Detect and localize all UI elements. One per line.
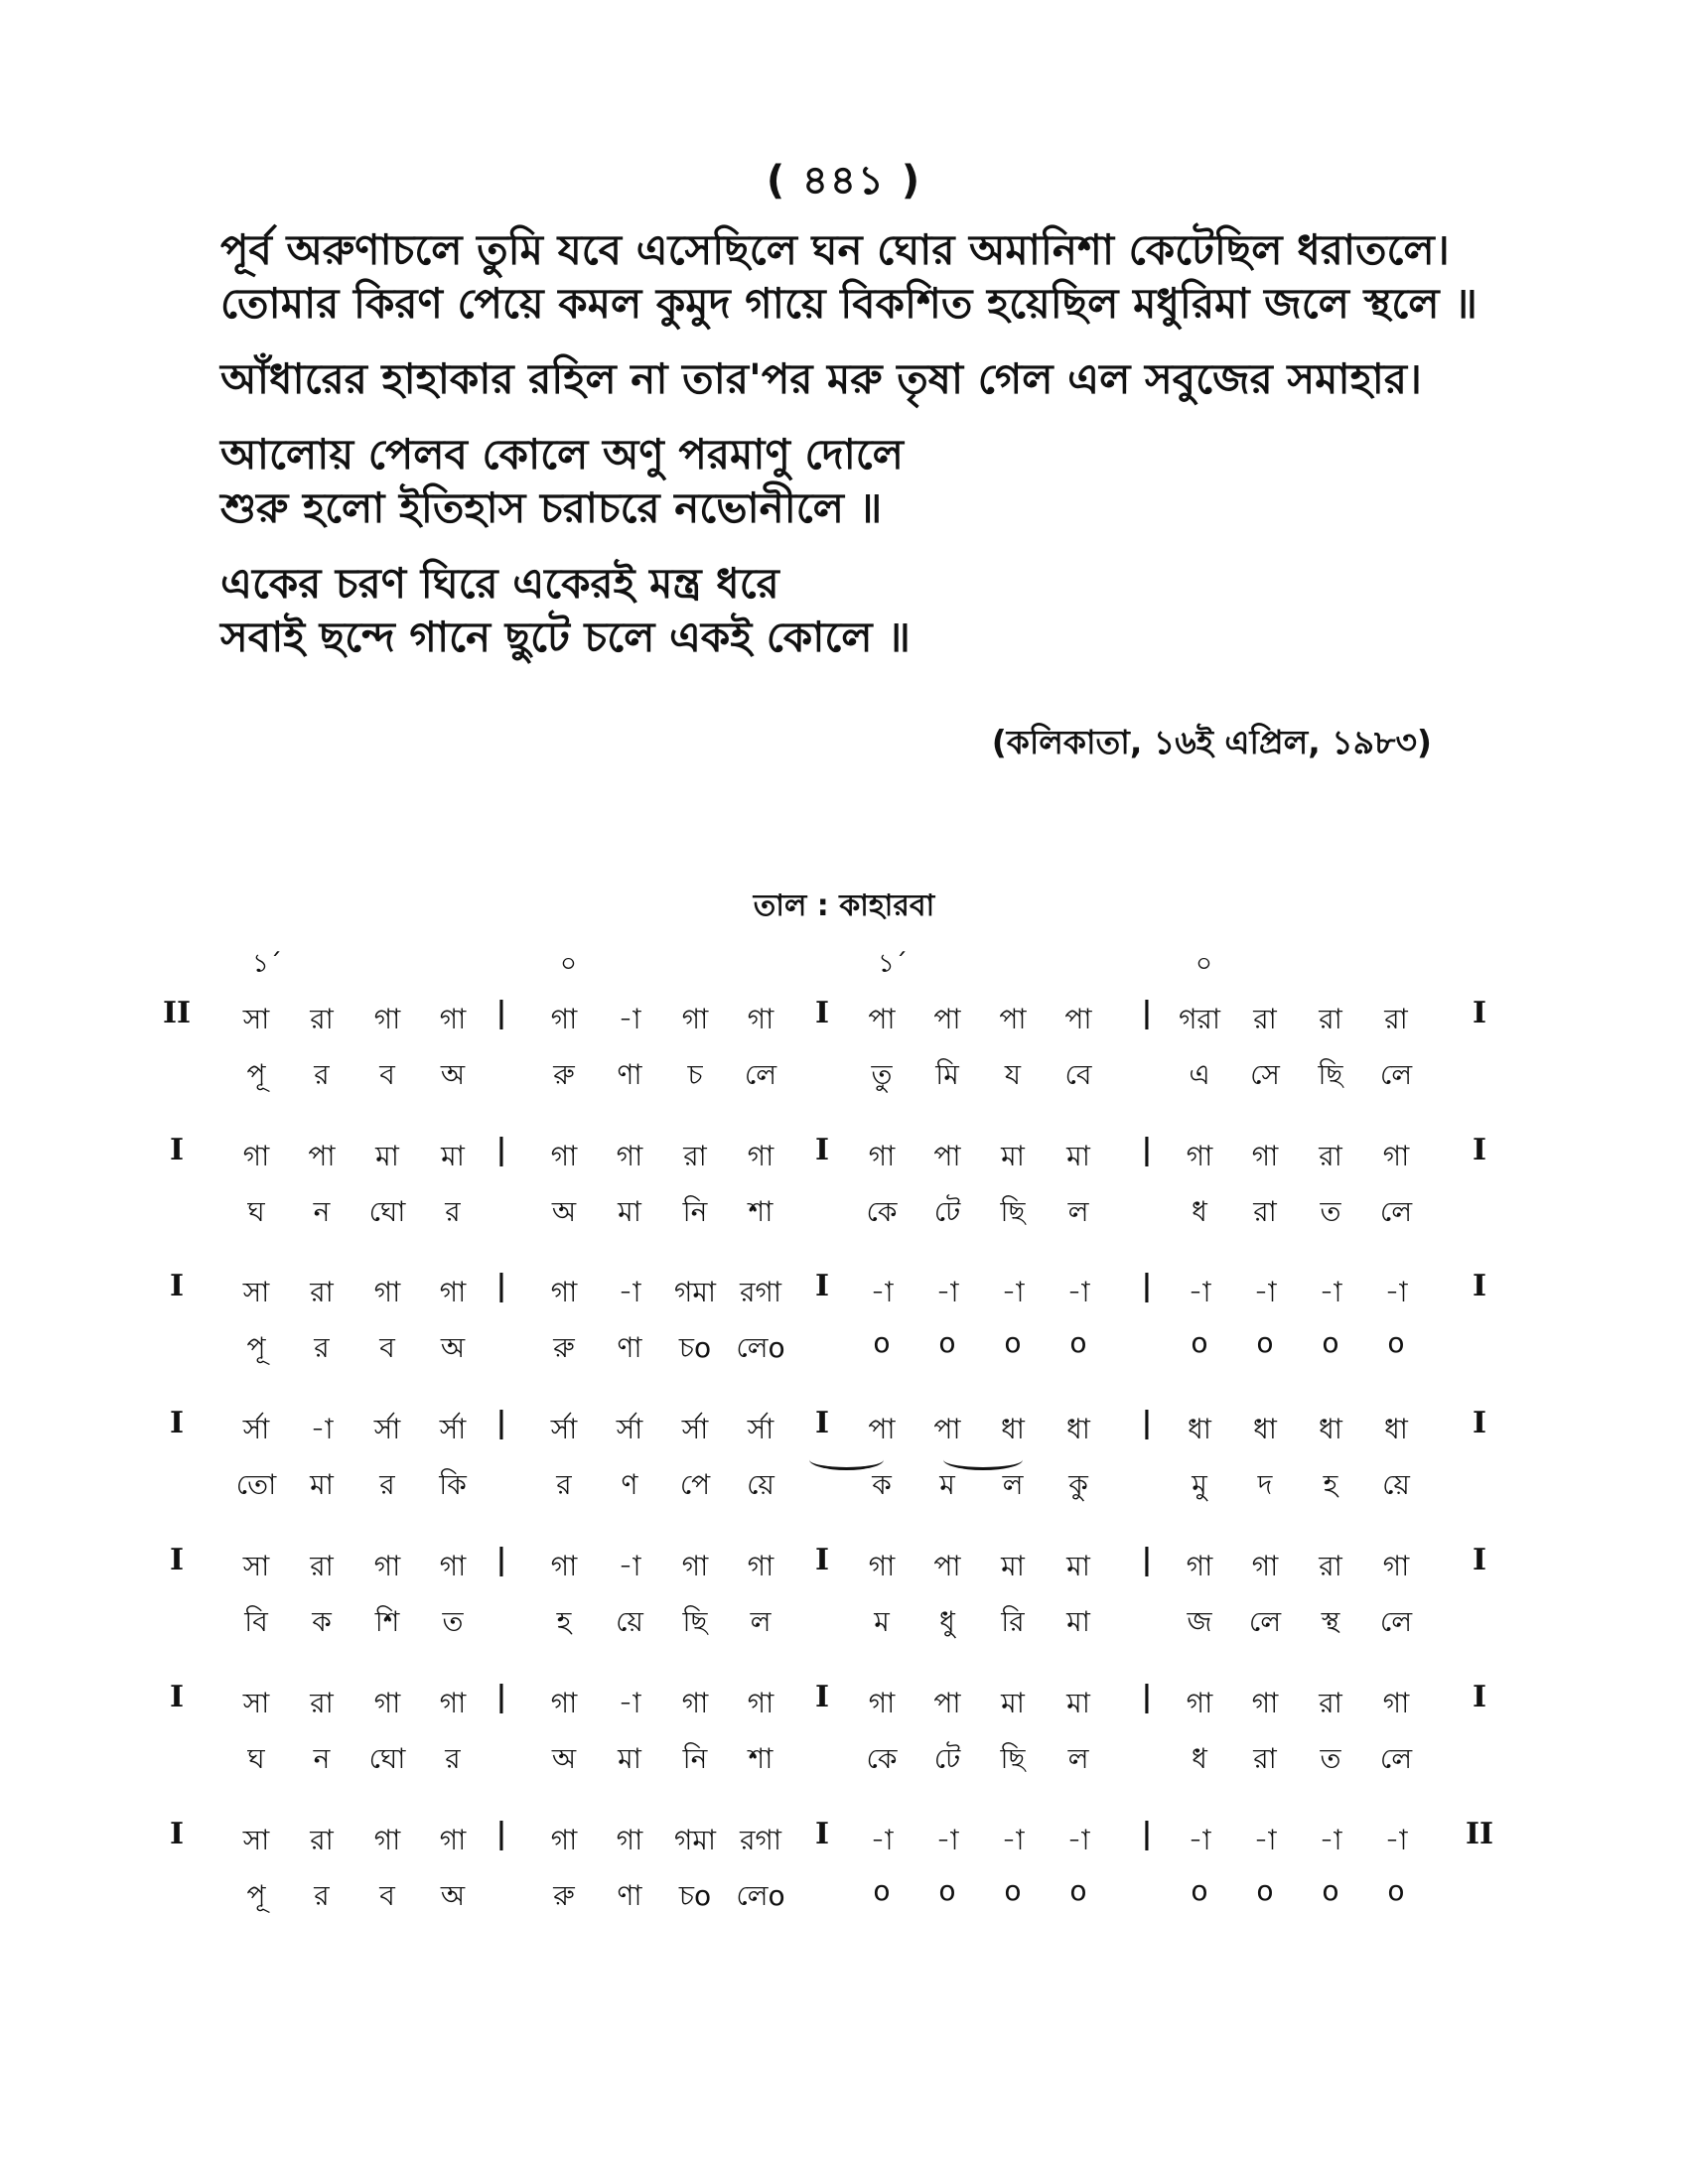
- lyric-syllable: র: [314, 1058, 330, 1091]
- beat-mark: ১´: [252, 949, 282, 979]
- bar-line: I: [1472, 1680, 1487, 1714]
- lyric-syllable: রু: [553, 1879, 575, 1912]
- lyric-syllable: o: [1322, 1874, 1339, 1907]
- swara-note: -া: [870, 1824, 894, 1856]
- lyric-syllable: র: [445, 1742, 461, 1775]
- beat-mark: ১´: [878, 949, 908, 979]
- swara-note: পা: [933, 1003, 961, 1035]
- lyric-syllable: নি: [682, 1742, 708, 1775]
- lyric-syllable: মা: [618, 1742, 641, 1775]
- lyric-syllable: ছি: [682, 1605, 708, 1638]
- lyric-syllable: লে: [1379, 1058, 1413, 1091]
- swara-note: রা: [310, 1550, 334, 1582]
- lyric-syllable: ক: [872, 1468, 892, 1501]
- swara-note: ধা: [1319, 1413, 1342, 1445]
- swara-note: গরা: [1179, 1003, 1220, 1035]
- lyric-syllable: o: [938, 1326, 956, 1359]
- swara-note: গা: [550, 1824, 578, 1856]
- bar-line: I: [814, 1817, 830, 1851]
- swara-note: -া: [618, 1687, 641, 1719]
- bar-line: |: [1141, 996, 1153, 1030]
- swara-note: সা: [242, 1276, 270, 1308]
- lyric-syllable: ম: [874, 1605, 890, 1638]
- lyric-syllable: ল: [750, 1605, 772, 1638]
- bar-line: II: [1465, 1817, 1494, 1851]
- lyric-syllable: o: [1191, 1874, 1208, 1907]
- bar-line: |: [1141, 1133, 1153, 1167]
- lyric-line: আঁধারের হাহাকার রহিল না তার'পর মরু তৃষা গেল এল সবুজের সমাহার।: [220, 354, 1422, 403]
- swara-note: -া: [1066, 1276, 1090, 1308]
- lyric-syllable: মা: [310, 1468, 334, 1501]
- lyric-syllable: বি: [244, 1605, 268, 1638]
- swara-note: -া: [1319, 1276, 1342, 1308]
- lyric-syllable: য: [1004, 1058, 1022, 1091]
- swara-note: ধা: [1384, 1413, 1408, 1445]
- swara-note: রা: [1384, 1003, 1408, 1035]
- lyric-syllable: ছি: [1000, 1742, 1026, 1775]
- bar-line: |: [495, 1269, 507, 1303]
- slur-mark: [943, 1449, 1023, 1470]
- swara-note: গা: [550, 1687, 578, 1719]
- lyric-syllable: রু: [553, 1331, 575, 1364]
- notation-row: [0, 1408, 1688, 1527]
- notation-row: [0, 1682, 1688, 1801]
- lyric-syllable: লে: [1379, 1605, 1413, 1638]
- swara-note: -া: [618, 1550, 641, 1582]
- swara-note: গা: [868, 1687, 896, 1719]
- lyric-syllable: রা: [1253, 1195, 1277, 1228]
- lyric-syllable: o: [1256, 1874, 1274, 1907]
- lyric-syllable: ব: [379, 1879, 395, 1912]
- bar-line: |: [495, 1133, 507, 1167]
- bar-line: I: [169, 1543, 185, 1577]
- swara-note: -া: [1188, 1824, 1211, 1856]
- bar-line: |: [1141, 1269, 1153, 1303]
- bar-line: I: [169, 1680, 185, 1714]
- bar-line: |: [495, 1543, 507, 1577]
- lyric-syllable: ধ: [1192, 1195, 1207, 1228]
- lyric-syllable: ণা: [617, 1879, 642, 1912]
- lyric-syllable: র: [445, 1195, 461, 1228]
- swara-note: গা: [681, 1687, 709, 1719]
- lyric-line: পূর্ব অরুণাচলে তুমি যবে এসেছিলে ঘন ঘোর অমানিশা কেটেছিল ধরাতলে।: [220, 225, 1450, 274]
- lyric-syllable: তো: [235, 1468, 277, 1501]
- bar-line: I: [1472, 996, 1487, 1030]
- swara-note: -া: [1188, 1276, 1211, 1308]
- lyric-syllable: o: [1191, 1326, 1208, 1359]
- swara-note: পা: [933, 1687, 961, 1719]
- swara-note: গা: [747, 1003, 774, 1035]
- lyric-syllable: ন: [313, 1742, 331, 1775]
- swara-note: গা: [373, 1824, 401, 1856]
- swara-note: মা: [1001, 1687, 1025, 1719]
- lyric-line: একের চরণ ঘিরে একেরই মন্ত্র ধরে: [220, 559, 779, 608]
- lyric-syllable: হ: [556, 1605, 572, 1638]
- bar-line: I: [814, 1680, 830, 1714]
- swara-note: পা: [868, 1003, 896, 1035]
- swara-note: রা: [683, 1140, 707, 1172]
- swara-note: গা: [1251, 1550, 1279, 1582]
- lyric-syllable: পূ: [246, 1058, 266, 1091]
- swara-note: সা: [242, 1550, 270, 1582]
- swara-note: গা: [747, 1687, 774, 1719]
- lyric-syllable: ছি: [1318, 1058, 1343, 1091]
- bar-line: |: [495, 1406, 507, 1440]
- lyric-syllable: ঘো: [368, 1195, 406, 1228]
- lyric-stanza: [220, 428, 1511, 535]
- lyric-syllable: র: [314, 1879, 330, 1912]
- lyric-syllable: ব: [379, 1058, 395, 1091]
- bar-line: I: [1472, 1543, 1487, 1577]
- swara-note: সা: [242, 1824, 270, 1856]
- lyric-syllable: ধু: [939, 1605, 955, 1638]
- bar-line: I: [169, 1406, 185, 1440]
- swara-note: গা: [1186, 1550, 1213, 1582]
- lyric-line: শুরু হলো ইতিহাস চরাচরে নভোনীলে ॥: [220, 483, 883, 532]
- swara-note: -া: [618, 1276, 641, 1308]
- lyric-syllable: ত: [1320, 1195, 1341, 1228]
- lyric-syllable: ন: [313, 1195, 331, 1228]
- bar-line: |: [495, 996, 507, 1030]
- swara-note: -া: [1319, 1824, 1342, 1856]
- beat-mark: ০: [560, 949, 577, 979]
- swara-note: রা: [310, 1687, 334, 1719]
- lyric-syllable: র: [314, 1331, 330, 1364]
- swara-note: গা: [1382, 1140, 1410, 1172]
- swara-note: রগা: [740, 1824, 781, 1856]
- lyrics-block: [220, 223, 1511, 686]
- swara-note: পা: [933, 1550, 961, 1582]
- bar-line: I: [1472, 1269, 1487, 1303]
- notation-row: [0, 1545, 1688, 1664]
- lyric-syllable: ক: [312, 1605, 332, 1638]
- lyric-syllable: লেo: [736, 1331, 785, 1364]
- swara-note: গা: [439, 1003, 467, 1035]
- swara-note: গমা: [673, 1824, 717, 1856]
- lyric-syllable: সে: [1250, 1058, 1280, 1091]
- lyric-syllable: তু: [871, 1058, 893, 1091]
- lyric-syllable: o: [873, 1326, 891, 1359]
- lyric-syllable: অ: [551, 1742, 577, 1775]
- swara-note: -া: [618, 1003, 641, 1035]
- lyric-line: তোমার কিরণ পেয়ে কমল কুমুদ গায়ে বিকশিত হয়েছিল মধুরিমা জলে স্থলে ॥: [220, 279, 1477, 328]
- bar-line: |: [1141, 1817, 1153, 1851]
- lyric-syllable: অ: [440, 1058, 466, 1091]
- swara-note: গা: [1186, 1687, 1213, 1719]
- lyric-syllable: শা: [748, 1742, 774, 1775]
- swara-note: গা: [242, 1140, 270, 1172]
- lyric-syllable: o: [1004, 1874, 1022, 1907]
- swara-note: রা: [1319, 1687, 1342, 1719]
- lyric-line: সবাই ছন্দে গানে ছুটে চলে একই কোলে ॥: [220, 613, 911, 661]
- lyric-stanza: [220, 352, 1511, 406]
- swara-note: রা: [1319, 1003, 1342, 1035]
- lyric-syllable: র: [556, 1468, 572, 1501]
- swara-note: গা: [1251, 1140, 1279, 1172]
- swara-note: গা: [868, 1140, 896, 1172]
- lyric-syllable: অ: [440, 1331, 466, 1364]
- lyric-syllable: o: [1256, 1326, 1274, 1359]
- bar-line: I: [1472, 1133, 1487, 1167]
- tala-title: তাল : কাহারবা: [753, 888, 935, 923]
- lyric-syllable: হ: [1323, 1468, 1338, 1501]
- swara-note: মা: [1066, 1140, 1090, 1172]
- bar-line: |: [1141, 1680, 1153, 1714]
- swara-note: রা: [1253, 1003, 1277, 1035]
- page-number: ( ৪৪১ ): [766, 158, 922, 204]
- bar-line: I: [814, 1543, 830, 1577]
- swara-note: গা: [1382, 1687, 1410, 1719]
- swara-note: -া: [1253, 1276, 1277, 1308]
- lyric-syllable: বে: [1064, 1058, 1092, 1091]
- swara-note: গা: [373, 1003, 401, 1035]
- lyric-syllable: ধ: [1192, 1742, 1207, 1775]
- swara-note: গা: [550, 1003, 578, 1035]
- swara-note: -া: [310, 1413, 334, 1445]
- lyric-syllable: চ: [687, 1058, 703, 1091]
- lyric-syllable: ব: [379, 1331, 395, 1364]
- lyric-syllable: কি: [439, 1468, 467, 1501]
- lyric-syllable: টে: [933, 1742, 961, 1775]
- swara-note: গমা: [673, 1276, 717, 1308]
- swara-note: রা: [1319, 1140, 1342, 1172]
- swara-note: পা: [933, 1140, 961, 1172]
- swara-note: গা: [1251, 1687, 1279, 1719]
- date-line: (কলিকাতা, ১৬ই এপ্রিল, ১৯৮৩): [991, 723, 1432, 761]
- lyric-syllable: ণা: [617, 1331, 642, 1364]
- swara-note: র্সা: [747, 1413, 774, 1445]
- lyric-syllable: শা: [748, 1195, 774, 1228]
- swara-note: গা: [373, 1550, 401, 1582]
- lyric-syllable: o: [938, 1874, 956, 1907]
- swara-note: -া: [1384, 1276, 1408, 1308]
- swara-note: রা: [310, 1003, 334, 1035]
- swara-note: ধা: [1066, 1413, 1090, 1445]
- lyric-syllable: কু: [1068, 1468, 1088, 1501]
- swara-note: -া: [935, 1276, 959, 1308]
- lyric-syllable: লে: [1379, 1195, 1413, 1228]
- lyric-syllable: রি: [1001, 1605, 1025, 1638]
- swara-note: মা: [1001, 1140, 1025, 1172]
- swara-note: রা: [1319, 1550, 1342, 1582]
- swara-note: সা: [242, 1003, 270, 1035]
- lyric-syllable: ঘো: [368, 1742, 406, 1775]
- lyric-syllable: য়ে: [747, 1468, 774, 1501]
- bar-line: I: [814, 996, 830, 1030]
- beat-mark: ০: [1196, 949, 1212, 979]
- lyric-syllable: ল: [1002, 1468, 1024, 1501]
- bar-line: I: [814, 1269, 830, 1303]
- swara-note: মা: [441, 1140, 465, 1172]
- lyric-syllable: কে: [866, 1742, 898, 1775]
- lyric-syllable: ণ: [621, 1468, 638, 1501]
- swara-note: র্সা: [373, 1413, 401, 1445]
- bar-line: |: [495, 1680, 507, 1714]
- lyric-syllable: মা: [618, 1195, 641, 1228]
- lyric-syllable: পূ: [246, 1879, 266, 1912]
- lyric-syllable: o: [1322, 1326, 1339, 1359]
- swara-note: রা: [310, 1824, 334, 1856]
- lyric-syllable: ণা: [617, 1058, 642, 1091]
- lyric-syllable: পে: [679, 1468, 711, 1501]
- swara-note: গা: [616, 1824, 643, 1856]
- bar-line: |: [1141, 1543, 1153, 1577]
- lyric-syllable: ত: [442, 1605, 464, 1638]
- lyric-syllable: অ: [440, 1879, 466, 1912]
- bar-line: |: [495, 1817, 507, 1851]
- swara-note: গা: [1186, 1140, 1213, 1172]
- swara-note: গা: [1382, 1550, 1410, 1582]
- lyric-syllable: চo: [678, 1331, 712, 1364]
- lyric-syllable: o: [1069, 1874, 1087, 1907]
- bar-line: |: [1141, 1406, 1153, 1440]
- swara-note: পা: [999, 1003, 1027, 1035]
- lyric-syllable: ত: [1320, 1742, 1341, 1775]
- swara-note: র্সা: [681, 1413, 709, 1445]
- swara-note: -া: [935, 1824, 959, 1856]
- swara-note: সা: [242, 1687, 270, 1719]
- swara-note: গা: [681, 1003, 709, 1035]
- lyric-syllable: লেo: [736, 1879, 785, 1912]
- bar-line: I: [814, 1406, 830, 1440]
- lyric-syllable: অ: [551, 1195, 577, 1228]
- lyric-syllable: o: [1004, 1326, 1022, 1359]
- notation-row: [0, 1819, 1688, 1938]
- swara-note: গা: [550, 1550, 578, 1582]
- swara-note: ধা: [1188, 1413, 1211, 1445]
- lyric-syllable: o: [1387, 1326, 1405, 1359]
- lyric-syllable: ল: [1067, 1195, 1089, 1228]
- swara-note: পা: [933, 1413, 961, 1445]
- lyric-syllable: এ: [1189, 1058, 1210, 1091]
- swara-note: গা: [439, 1550, 467, 1582]
- swara-note: পা: [868, 1413, 896, 1445]
- bar-line: I: [814, 1133, 830, 1167]
- notation-row: [0, 998, 1688, 1117]
- swara-note: মা: [1066, 1550, 1090, 1582]
- swara-note: র্সা: [616, 1413, 643, 1445]
- swara-note: রগা: [740, 1276, 781, 1308]
- swara-note: মা: [375, 1140, 399, 1172]
- lyric-syllable: দ: [1257, 1468, 1273, 1501]
- lyric-syllable: o: [1387, 1874, 1405, 1907]
- lyric-syllable: o: [1069, 1326, 1087, 1359]
- lyric-syllable: য়ে: [1382, 1468, 1410, 1501]
- lyric-syllable: মি: [935, 1058, 959, 1091]
- swara-note: গা: [616, 1140, 643, 1172]
- lyric-syllable: o: [873, 1874, 891, 1907]
- bar-line: I: [169, 1133, 185, 1167]
- swara-note: গা: [550, 1276, 578, 1308]
- swara-note: মা: [1001, 1550, 1025, 1582]
- notation-row: [0, 1271, 1688, 1390]
- lyric-syllable: নি: [682, 1195, 708, 1228]
- swara-note: গা: [439, 1824, 467, 1856]
- swara-note: ধা: [1253, 1413, 1277, 1445]
- swara-note: র্সা: [550, 1413, 578, 1445]
- swara-note: -া: [1001, 1276, 1025, 1308]
- swara-note: গা: [439, 1687, 467, 1719]
- lyric-syllable: কে: [866, 1195, 898, 1228]
- lyric-syllable: য়ে: [616, 1605, 643, 1638]
- lyric-syllable: ছি: [1000, 1195, 1026, 1228]
- swara-note: পা: [1064, 1003, 1092, 1035]
- swara-note: গা: [550, 1140, 578, 1172]
- swara-note: গা: [868, 1550, 896, 1582]
- lyric-syllable: লে: [744, 1058, 777, 1091]
- lyric-syllable: ঘ: [247, 1195, 265, 1228]
- slur-mark: [809, 1449, 884, 1470]
- swara-note: গা: [747, 1550, 774, 1582]
- swara-note: পা: [308, 1140, 336, 1172]
- lyric-line: আলোয় পেলব কোলে অণু পরমাণু দোলে: [220, 430, 904, 478]
- swara-note: -া: [1253, 1824, 1277, 1856]
- notation-row: [0, 1135, 1688, 1254]
- swara-note: গা: [373, 1687, 401, 1719]
- swara-note: -া: [1066, 1824, 1090, 1856]
- lyric-syllable: লে: [1379, 1742, 1413, 1775]
- bar-line: I: [1472, 1406, 1487, 1440]
- bar-line: II: [162, 996, 192, 1030]
- swara-note: গা: [681, 1550, 709, 1582]
- lyric-syllable: স্থ: [1321, 1605, 1340, 1638]
- lyric-syllable: রু: [553, 1058, 575, 1091]
- swara-note: মা: [1066, 1687, 1090, 1719]
- lyric-stanza: [220, 223, 1511, 331]
- swara-note: র্সা: [242, 1413, 270, 1445]
- lyric-syllable: ঘ: [247, 1742, 265, 1775]
- lyric-syllable: পূ: [246, 1331, 266, 1364]
- lyric-syllable: র: [379, 1468, 395, 1501]
- swara-note: গা: [373, 1276, 401, 1308]
- swara-note: গা: [747, 1140, 774, 1172]
- swara-note: -া: [1384, 1824, 1408, 1856]
- lyric-syllable: টে: [933, 1195, 961, 1228]
- lyric-syllable: মু: [1192, 1468, 1207, 1501]
- lyric-syllable: মা: [1066, 1605, 1090, 1638]
- swara-note: গা: [439, 1276, 467, 1308]
- swara-note: -া: [1001, 1824, 1025, 1856]
- swara-note: র্সা: [439, 1413, 467, 1445]
- lyric-syllable: ম: [939, 1468, 955, 1501]
- swara-note: ধা: [1001, 1413, 1025, 1445]
- lyric-syllable: শি: [374, 1605, 400, 1638]
- lyric-syllable: চo: [678, 1879, 712, 1912]
- lyric-syllable: ল: [1067, 1742, 1089, 1775]
- lyric-syllable: রা: [1253, 1742, 1277, 1775]
- bar-line: I: [169, 1817, 185, 1851]
- lyric-syllable: জ: [1187, 1605, 1212, 1638]
- lyric-syllable: লে: [1248, 1605, 1282, 1638]
- bar-line: I: [169, 1269, 185, 1303]
- lyric-stanza: [220, 557, 1511, 664]
- swara-note: -া: [870, 1276, 894, 1308]
- swara-note: রা: [310, 1276, 334, 1308]
